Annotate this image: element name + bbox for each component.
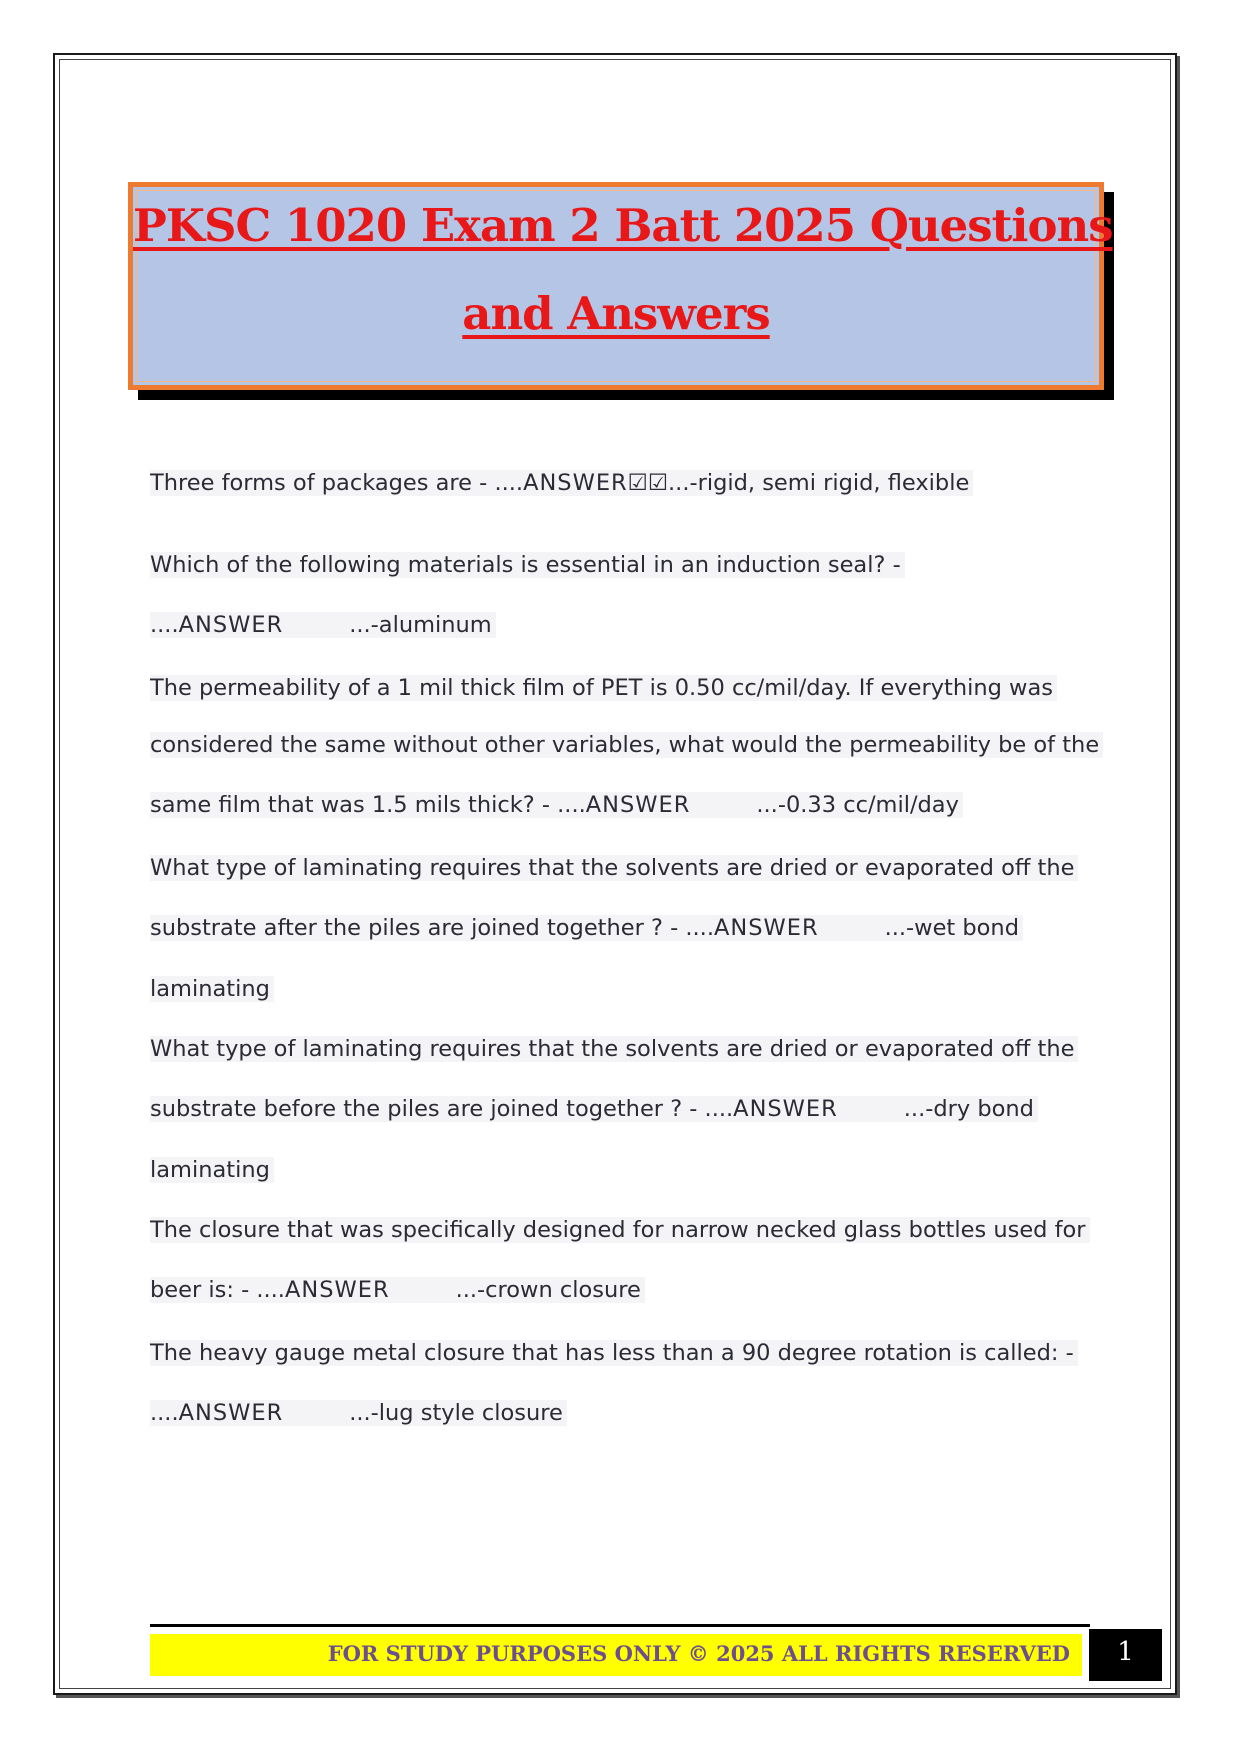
question-text: Three forms of packages are - .... <box>150 470 524 496</box>
qa-6-line-2 <box>150 1277 645 1303</box>
qa-4-line-1 <box>150 855 1078 881</box>
answer-label: ANSWER <box>178 1400 284 1426</box>
answer-text: laminating <box>150 1157 274 1183</box>
qa-6-line-1 <box>150 1217 1090 1243</box>
question-text: substrate before the piles are joined together ? - .... <box>150 1096 734 1122</box>
question-text: Which of the following materials is essential in an induction seal? - <box>150 552 905 578</box>
qa-5-line-2 <box>150 1096 1038 1122</box>
answer-label: ANSWER <box>284 1277 390 1303</box>
qa-5-line-3 <box>150 1157 274 1183</box>
page-number-box <box>1089 1629 1162 1681</box>
answer-text: ...-dry bond <box>903 1096 1034 1122</box>
answer-text: ...-lug style closure <box>349 1400 563 1426</box>
qa-4-line-3 <box>150 976 274 1002</box>
footer-copyright: FOR STUDY PURPOSES ONLY © 2025 ALL RIGHTS RESERVED <box>327 1641 1070 1666</box>
answer-label: ANSWER <box>713 915 819 941</box>
question-text: substrate after the piles are joined together ? - .... <box>150 915 714 941</box>
question-text: The heavy gauge metal closure that has less than a 90 degree rotation is called: - <box>150 1340 1078 1366</box>
question-text: What type of laminating requires that the solvents are dried or evaporated off the <box>150 855 1078 881</box>
answer-text: ...-crown closure <box>455 1277 641 1303</box>
qa-2-line-2 <box>150 612 496 638</box>
question-text: The closure that was specifically designed for narrow necked glass bottles used for <box>150 1217 1090 1243</box>
qa-3-line-2 <box>150 732 1103 758</box>
document-title-line-2: and Answers <box>462 287 770 340</box>
qa-4-line-2 <box>150 915 1023 941</box>
question-text: What type of laminating requires that the solvents are dried or evaporated off the <box>150 1036 1078 1062</box>
question-text: .... <box>150 1400 179 1426</box>
question-text: .... <box>150 612 179 638</box>
answer-label: ANSWER <box>178 612 284 638</box>
qa-1-line-1 <box>150 470 973 496</box>
question-text: The permeability of a 1 mil thick film of PET is 0.50 cc/mil/day. If everything was <box>150 675 1057 701</box>
qa-7-line-2 <box>150 1400 567 1426</box>
page-number: 1 <box>1117 1637 1134 1667</box>
answer-label: ANSWER <box>523 470 628 496</box>
question-text: beer is: - .... <box>150 1277 285 1303</box>
question-text: considered the same without other variables, what would the permeability be of the <box>150 732 1103 758</box>
title-box <box>128 182 1113 390</box>
answer-text: laminating <box>150 976 274 1002</box>
document-title-line-1: PKSC 1020 Exam 2 Batt 2025 Questions <box>133 199 1113 252</box>
question-text: same film that was 1.5 mils thick? - .... <box>150 792 586 818</box>
answer-text: ...-wet bond <box>884 915 1019 941</box>
answer-label: ANSWER <box>585 792 691 818</box>
qa-3-line-3 <box>150 792 963 818</box>
qa-3-line-1 <box>150 675 1057 701</box>
qa-7-line-1 <box>150 1340 1078 1366</box>
checkbox-icon: ☑☑ <box>627 470 669 496</box>
answer-text: ...-rigid, semi rigid, flexible <box>668 470 970 496</box>
answer-text: ...-0.33 cc/mil/day <box>756 792 959 818</box>
answer-label: ANSWER <box>733 1096 838 1122</box>
answer-text: ...-aluminum <box>349 612 492 638</box>
qa-2-line-1 <box>150 552 905 578</box>
qa-5-line-1 <box>150 1036 1078 1062</box>
footer-rule <box>150 1624 1090 1627</box>
